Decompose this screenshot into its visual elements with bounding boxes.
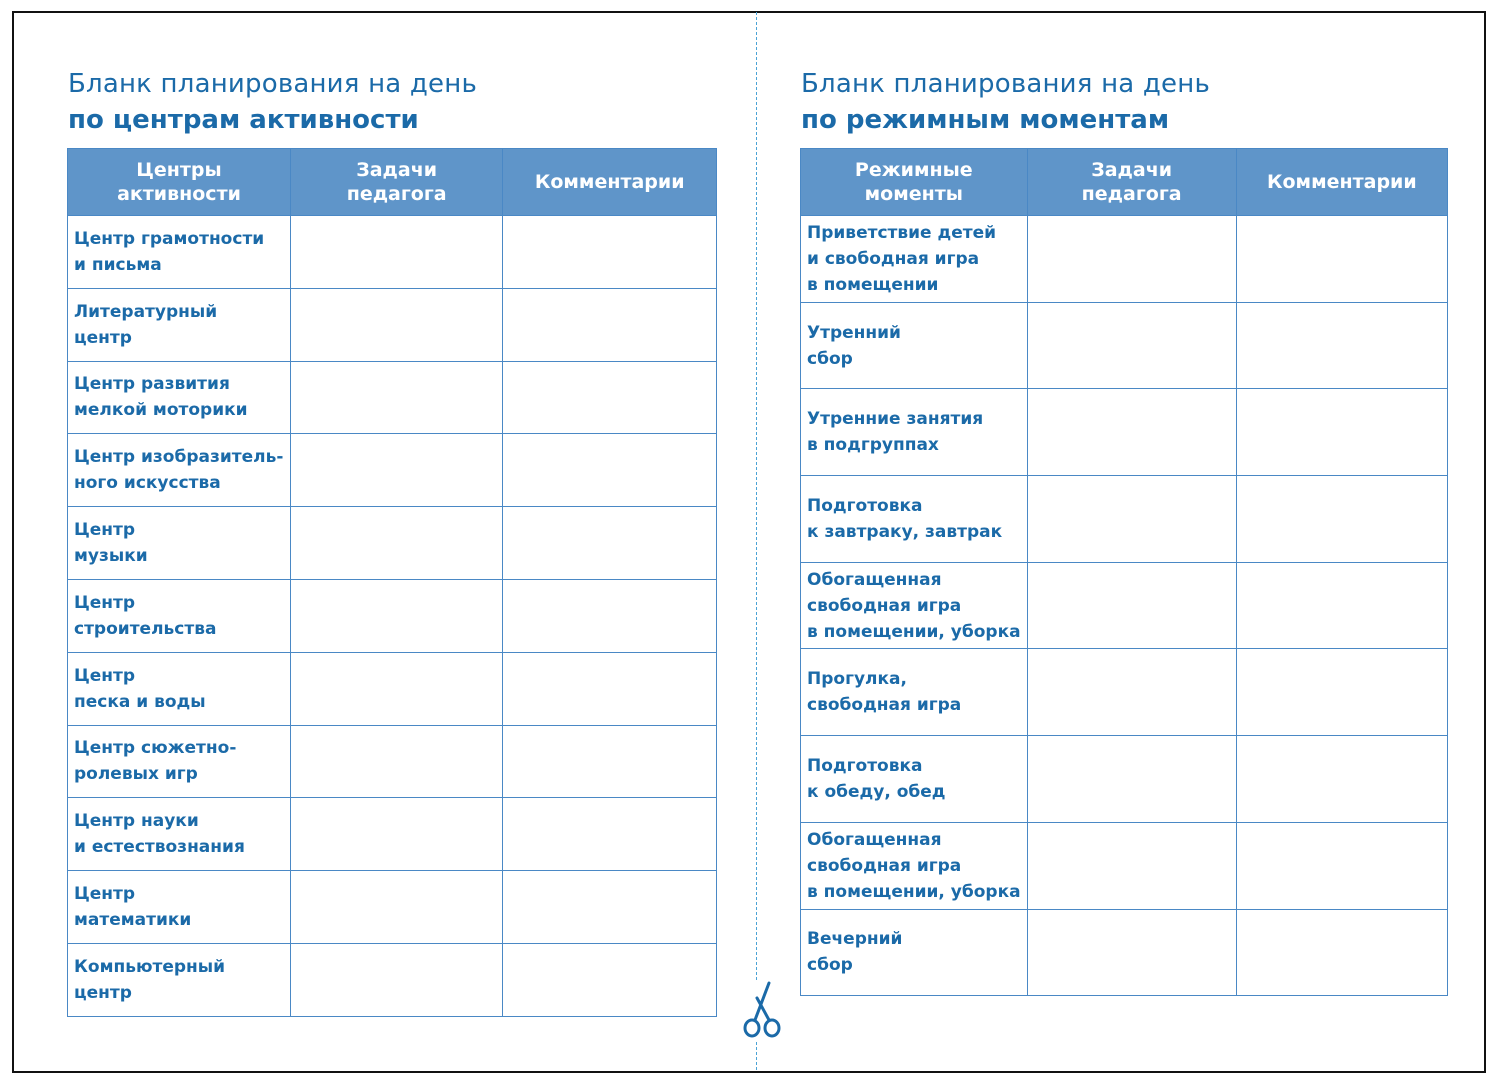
comments-cell[interactable] <box>503 652 717 725</box>
comments-cell[interactable] <box>1236 822 1447 909</box>
row-label-line: сбор <box>807 348 853 369</box>
right-form-title <box>801 66 1210 138</box>
tasks-cell[interactable] <box>1027 389 1236 476</box>
tasks-cell[interactable] <box>1027 736 1236 823</box>
left-title-line2: по центрам активности <box>68 105 419 135</box>
row-label-line: Подготовка <box>807 495 923 516</box>
row-label-line: центр <box>74 982 132 1003</box>
comments-cell[interactable] <box>1236 736 1447 823</box>
header-text-line: Комментарии <box>1266 171 1417 193</box>
row-label-line: музыки <box>74 546 148 567</box>
row-label-line: Утренние занятия <box>807 409 984 430</box>
comments-cell[interactable] <box>1236 216 1447 303</box>
row-label-line: сбор <box>807 955 853 976</box>
row-label <box>68 288 291 361</box>
row-label-line: математики <box>74 910 192 931</box>
routine-moments-table <box>800 148 1448 996</box>
row-label-line: центр <box>74 327 132 348</box>
tasks-cell[interactable] <box>1027 302 1236 389</box>
tasks-cell[interactable] <box>290 216 502 289</box>
row-label <box>801 562 1028 649</box>
table-row <box>801 822 1448 909</box>
table-row <box>801 476 1448 563</box>
table-row <box>68 361 717 434</box>
tasks-cell[interactable] <box>290 507 502 580</box>
row-label <box>68 216 291 289</box>
row-label-line: Центр сюжетно- <box>74 738 237 759</box>
tasks-cell[interactable] <box>290 434 502 507</box>
row-label <box>801 216 1028 303</box>
row-label <box>68 943 291 1016</box>
row-label <box>801 476 1028 563</box>
row-label-line: свободная игра <box>807 695 962 716</box>
header-text-line: педагога <box>346 183 447 205</box>
row-label-line: Подготовка <box>807 755 923 776</box>
row-label-line: в помещении <box>807 274 939 295</box>
comments-cell[interactable] <box>503 579 717 652</box>
left-form-title <box>68 66 477 138</box>
table-row <box>68 434 717 507</box>
table-row <box>801 736 1448 823</box>
right-title-line2: по режимным моментам <box>801 105 1170 135</box>
table-row <box>68 871 717 944</box>
row-label-line: в помещении, уборка <box>807 881 1021 902</box>
header-text-line: педагога <box>1081 183 1182 205</box>
comments-cell[interactable] <box>1236 389 1447 476</box>
tasks-cell[interactable] <box>290 288 502 361</box>
table-row <box>801 649 1448 736</box>
comments-cell[interactable] <box>1236 562 1447 649</box>
row-label-line: и свободная игра <box>807 248 980 269</box>
table-row <box>68 288 717 361</box>
tasks-cell[interactable] <box>290 798 502 871</box>
table-row <box>801 389 1448 476</box>
row-label-line: Центр грамотности <box>74 228 265 249</box>
row-label-line: Прогулка, <box>807 669 907 690</box>
row-label <box>68 725 291 798</box>
table-row <box>801 216 1448 303</box>
tasks-cell[interactable] <box>290 943 502 1016</box>
row-label-line: Центр <box>74 520 136 541</box>
row-label-line: ролевых игр <box>74 764 198 785</box>
tasks-cell[interactable] <box>290 725 502 798</box>
row-label-line: свободная игра <box>807 855 962 876</box>
row-label <box>801 822 1028 909</box>
row-label <box>68 507 291 580</box>
comments-cell[interactable] <box>503 288 717 361</box>
row-label-line: Литературный <box>74 301 218 322</box>
row-label-line: Приветствие детей <box>807 222 997 243</box>
row-label-line: Обогащенная <box>807 829 942 850</box>
row-label-line: и письма <box>74 254 162 275</box>
tasks-cell[interactable] <box>1027 649 1236 736</box>
comments-cell[interactable] <box>503 798 717 871</box>
left-header-category <box>68 149 291 216</box>
tasks-cell[interactable] <box>1027 822 1236 909</box>
row-label-line: строительства <box>74 618 217 639</box>
row-label <box>68 871 291 944</box>
right-header-category <box>801 149 1028 216</box>
row-label <box>801 909 1028 996</box>
table-row <box>68 507 717 580</box>
row-label-line: Центр изобразитель- <box>74 447 284 468</box>
header-text-line: Центры <box>136 159 222 181</box>
row-label <box>801 302 1028 389</box>
comments-cell[interactable] <box>503 434 717 507</box>
table-row <box>68 725 717 798</box>
row-label <box>801 389 1028 476</box>
table-row <box>68 798 717 871</box>
header-text-line: активности <box>117 183 241 205</box>
table-row <box>68 579 717 652</box>
tasks-cell[interactable] <box>1027 476 1236 563</box>
comments-cell[interactable] <box>503 507 717 580</box>
right-header-comments <box>1236 149 1447 216</box>
row-label <box>68 798 291 871</box>
header-text-line: Задачи <box>1091 159 1173 181</box>
row-label-line: свободная игра <box>807 595 962 616</box>
row-label-line: Утренний <box>807 322 901 343</box>
table-row <box>801 562 1448 649</box>
row-label-line: в помещении, уборка <box>807 621 1021 642</box>
table-row <box>801 909 1448 996</box>
tasks-cell[interactable] <box>1027 562 1236 649</box>
row-label <box>801 649 1028 736</box>
table-row <box>801 302 1448 389</box>
header-text-line: Задачи <box>356 159 438 181</box>
row-label-line: Центр науки <box>74 811 199 832</box>
row-label-line: в подгруппах <box>807 435 939 456</box>
row-label-line: Компьютерный <box>74 956 226 977</box>
row-label <box>801 736 1028 823</box>
row-label-line: Центр развития <box>74 374 230 395</box>
cut-line <box>756 12 757 1070</box>
row-label-line: и естествознания <box>74 837 245 858</box>
row-label <box>68 361 291 434</box>
comments-cell[interactable] <box>1236 476 1447 563</box>
row-label <box>68 434 291 507</box>
right-title-line1: Бланк планирования на день <box>801 69 1210 99</box>
comments-cell[interactable] <box>503 871 717 944</box>
row-label-line: Центр <box>74 884 136 905</box>
header-text-line: Режимные <box>854 159 973 181</box>
row-label-line: к обеду, обед <box>807 781 946 802</box>
tasks-cell[interactable] <box>290 871 502 944</box>
right-header-tasks <box>1027 149 1236 216</box>
tasks-cell[interactable] <box>290 579 502 652</box>
row-label-line: песка и воды <box>74 691 206 712</box>
header-text-line: моменты <box>864 183 963 205</box>
left-header-tasks <box>290 149 502 216</box>
table-row <box>68 216 717 289</box>
row-label-line: Вечерний <box>807 929 903 950</box>
row-label-line: к завтраку, завтрак <box>807 521 1003 542</box>
tasks-cell[interactable] <box>290 652 502 725</box>
table-row <box>68 652 717 725</box>
comments-cell[interactable] <box>503 216 717 289</box>
row-label-line: Центр <box>74 665 136 686</box>
comments-cell[interactable] <box>503 361 717 434</box>
row-label-line: Обогащенная <box>807 569 942 590</box>
comments-cell[interactable] <box>1236 302 1447 389</box>
tasks-cell[interactable] <box>1027 909 1236 996</box>
comments-cell[interactable] <box>1236 649 1447 736</box>
header-text-line: Комментарии <box>534 171 685 193</box>
tasks-cell[interactable] <box>1027 216 1236 303</box>
scissors-icon <box>739 980 783 1040</box>
activity-centers-table <box>67 148 717 1017</box>
left-title-line1: Бланк планирования на день <box>68 69 477 99</box>
tasks-cell[interactable] <box>290 361 502 434</box>
comments-cell[interactable] <box>1236 909 1447 996</box>
row-label-line: Центр <box>74 592 136 613</box>
row-label <box>68 652 291 725</box>
comments-cell[interactable] <box>503 943 717 1016</box>
comments-cell[interactable] <box>503 725 717 798</box>
row-label-line: мелкой моторики <box>74 400 248 421</box>
row-label <box>68 579 291 652</box>
row-label-line: ного искусства <box>74 473 221 494</box>
left-header-comments <box>503 149 717 216</box>
table-row <box>68 943 717 1016</box>
